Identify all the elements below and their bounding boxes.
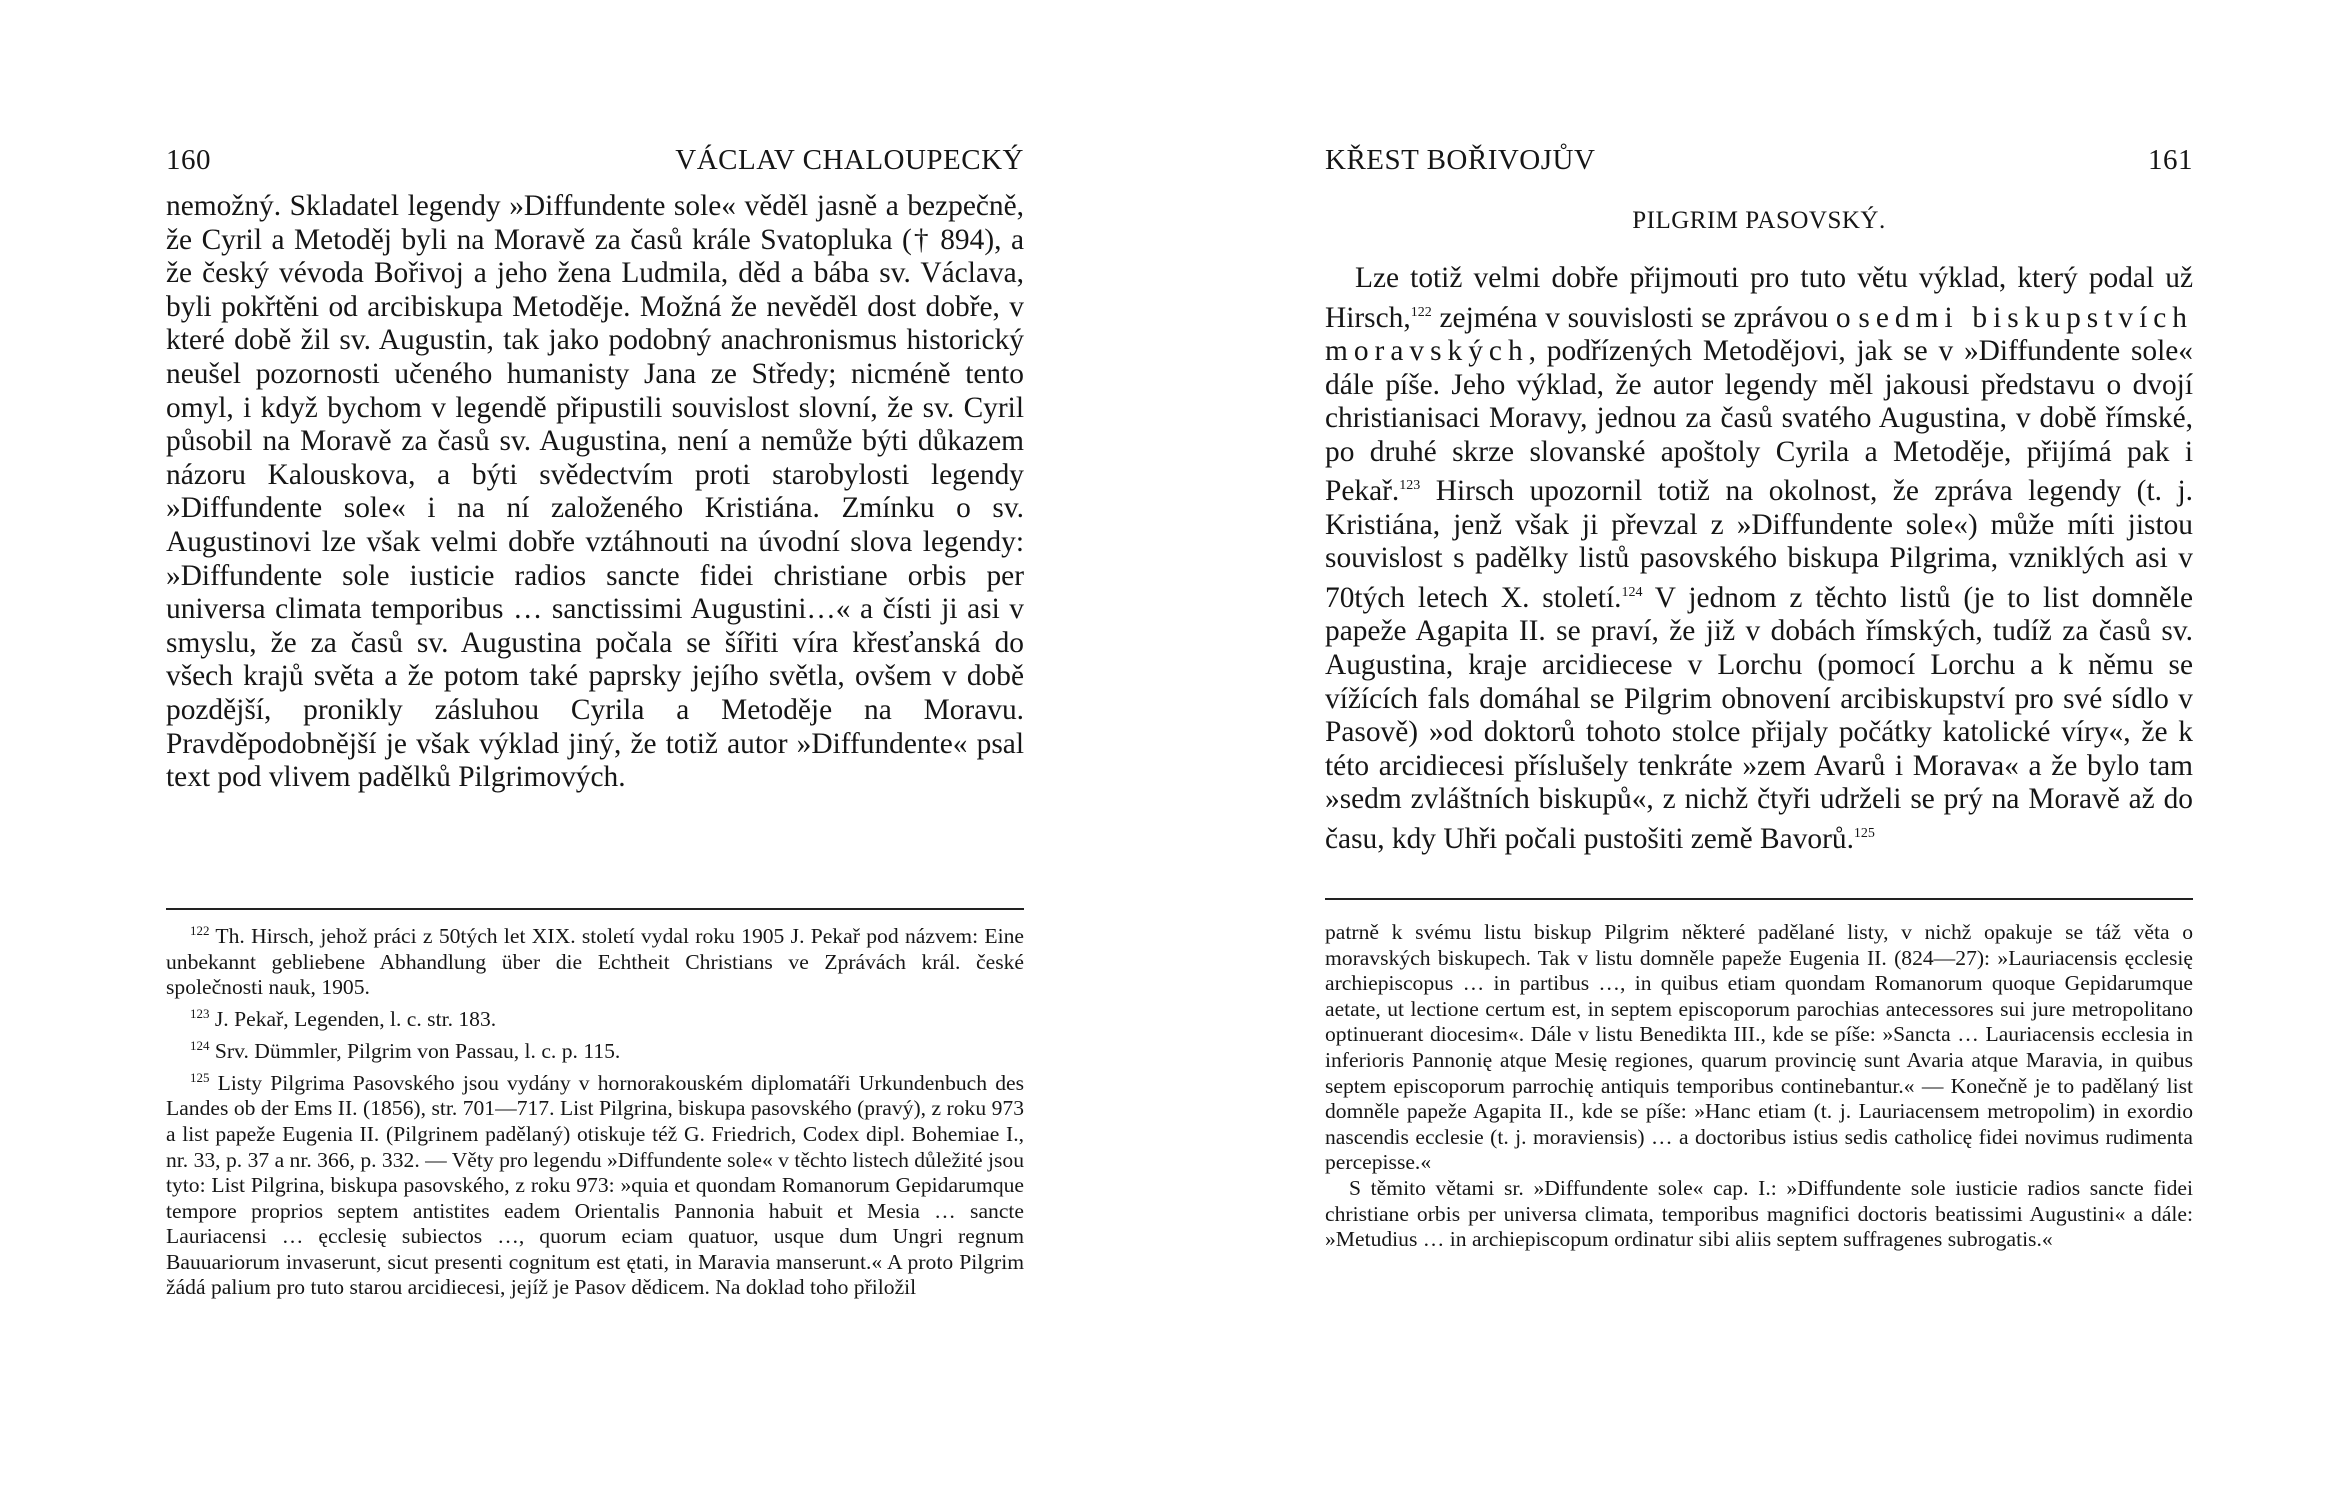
footnote bbox=[166, 918, 1024, 1001]
footnote bbox=[166, 1001, 1024, 1033]
footnote-text: Srv. Dümmler, Pilgrim von Passau, l. c. p. 115. bbox=[214, 1038, 621, 1063]
running-head: VÁCLAV CHALOUPECKÝ bbox=[675, 144, 1024, 176]
footnote-ref: 123 bbox=[1399, 478, 1421, 494]
footnote-text: Th. Hirsch, jehož práci z 50tých let XIX. století vydal roku 1905 J. Pekař pod názvem: Eine unbekannt gebliebene Abhandlung über die Echtheit Christians ve Zprávách král. české společnosti nauk, 1905. bbox=[166, 924, 1024, 1000]
footnote-ref: 124 bbox=[1621, 584, 1643, 600]
footnote-mark: 124 bbox=[190, 1037, 210, 1053]
footnote-mark: 125 bbox=[190, 1069, 210, 1085]
footnote-rule bbox=[166, 908, 1024, 910]
running-head: KŘEST BOŘIVOJŮV bbox=[1325, 144, 1596, 176]
left-page-header bbox=[166, 140, 1024, 180]
text-run: V jednom z těchto listů (je to list domněle papeže Agapita II. se praví, že již v dobách římských, tudíž za časů sv. Augustina, kraje arcidiecese v Lorchu (pomocí Lorchu a k němu se vížících fals domáhal se Pilgrim obnovení arcibiskupství pro své sídlo v Pasově) »od doktorů tohoto stolce přijaly počátky katolické víry«, že k této arcidiecesi příslušely tenkráte »zem Avarů i Morava« a že bylo tam »sedm zvláštních biskupů«, z nichž čtyři udrželi se prý na Moravě až do času, kdy Uhři počali pustošiti země Bavorů. bbox=[1325, 581, 2193, 855]
footnote bbox=[166, 1065, 1024, 1302]
footnote-continuation: patrně k svému listu biskup Pilgrim některé padělané listy, v nichž opakuje se táž věta o moravských biskupech. Tak v listu domněle papeže Eugenia II. (824—27): »Lauriacensis ęcclesię archiepiscopus … in partibus …, in quibus etiam quondam Romanorum quoque Gepidarumque aetate, ut lectione certum est, in septem episcoporum parochias antecessores sui jure metropolitano optinuerant diocesim«. Dále v listu Benedikta III., kde se píše: »Sancta … Lauriacensis ecclesia in inferioris Pannonię atque Mesię regiones, quarum provincię sunt Avaria atque Maravia, in quibus septem episcoporum parrochię antiquis temporibus continebantur.« — Konečně je to padělaný list domněle papeže Agapita II., kde se píše: »Hanc etiam (t. j. Lauriacensem metropolim) in exordio nascendis ecclesie (t. j. moraviensis) … a doctoribus istius sedis catholicę fidei novimus rudimenta percepisse.« bbox=[1325, 920, 2193, 1175]
footnote-ref: 125 bbox=[1853, 825, 1875, 841]
footnote-mark: 123 bbox=[190, 1005, 210, 1021]
text-run: zejména v souvislosti se zprávou o bbox=[1431, 301, 1859, 334]
right-body-text bbox=[1325, 262, 2193, 856]
right-page-header bbox=[1325, 140, 2193, 180]
paragraph: nemožný. Skladatel legendy »Diffundente sole« věděl jasně a bezpečně, že Cyril a Metoděj byli na Moravě za časů krále Svatopluka († 894), a že český vévoda Bořivoj a jeho žena Ludmila, děd a bába sv. Václava, byli pokřtěni od arcibiskupa Metoděje. Možná že nevěděl dost dobře, v které době žil sv. Augustin, tak jako podobný anachronismus historický neušel pozornosti učeného humanisty Jana ze Středy; nicméně tento omyl, i když bychom v legendě připustili souvislost slovní, že sv. Cyril působil na Moravě za časů sv. Augustina, není a nemůže býti důkazem názoru Kalouskova, a býti svědectvím proti starobylosti legendy »Diffundente sole« i na ní založeného Kristiána. Zmínku o sv. Augustinovi lze však velmi dobře vztáhnouti na úvodní slova legendy: »Diffundente sole iusticie radios sancte fidei christiane orbis per universa climata temporibus … sanctissimi Augustini…« a čísti ji asi v smyslu, že za časů sv. Augustina počala se šířiti víra křesťanská do všech krajů světa a že potom také paprsky jejího světla, ovšem v době pozdější, pronikly zásluhou Cyrila a Metoděje na Moravu. Pravděpodobnější je však výklad jiný, že totiž autor »Diffundente« psal text pod vlivem padělků Pilgrimových. bbox=[166, 190, 1024, 794]
footnote-text: J. Pekař, Legenden, l. c. str. 183. bbox=[214, 1007, 497, 1032]
footnote-rule bbox=[1325, 898, 2193, 900]
footnote-ref: 122 bbox=[1410, 304, 1432, 320]
footnote-mark: 122 bbox=[190, 923, 210, 938]
paragraph bbox=[1325, 262, 2193, 856]
footnote-continuation: S těmito větami sr. »Diffundente sole« cap. I.: »Diffundente sole iusticie radios sancte fidei christiane orbis per universa climata, temporibus magnifici doctoris beatissimi Augustini« a dále: »Metudius … in archiepiscopum ordinatur sibi aliis septem suffragenes subrogatis.« bbox=[1325, 1175, 2193, 1252]
left-footnotes bbox=[166, 918, 1024, 1301]
left-body-text bbox=[166, 190, 1024, 795]
spaced-emphasis: sedmi biskupstvích moravských bbox=[1325, 301, 2193, 367]
page-number: 160 bbox=[166, 144, 211, 176]
text-run: Lze totiž velmi dobře přijmouti pro tuto větu výklad, který podal už Hirsch, bbox=[1325, 262, 2193, 334]
page-number: 161 bbox=[2148, 144, 2193, 176]
right-footnotes bbox=[1325, 920, 2193, 1253]
section-title: PILGRIM PASOVSKÝ. bbox=[1632, 207, 1886, 234]
footnote bbox=[166, 1033, 1024, 1065]
text-run: Hirsch upozornil totiž na okolnost, že zpráva legendy (t. j. Kristiána, jenž však ji převzal z »Diffundente sole«) může míti jistou souvislost s padělky listů pasovského biskupa Pilgrima, vzniklých asi v 70tých letech X. století. bbox=[1325, 475, 2193, 614]
text-run: , podřízených Metodějovi, jak se v »Diffundente sole« dále píše. Jeho výklad, že autor legendy měl jakousi představu o dvojí christianisaci Moravy, jednou za časů svatého Augustina, v době římské, po druhé skrze slovanské apoštoly Cyrila a Metoděje, přijímá pak i Pekař. bbox=[1325, 334, 2193, 508]
footnote-text: Listy Pilgrima Pasovského jsou vydány v hornorakouském diplomatáři Urkundenbuch des Landes ob der Ems II. (1856), str. 701—717. List Pilgrina, biskupa pasovského (pravý), z roku 973 a list papeže Eugenia II. (Pilgrinem padělaný) otiskuje též G. Friedrich, Codex dipl. Bohemiae I., nr. 33, p. 37 a nr. 366, p. 332. — Věty pro legendu »Diffundente sole« v těchto listech důležité jsou tyto: List Pilgrina, biskupa pasovského, z roku 973: »quia et quondam Romanorum Gepidarumque tempore proprios septem antistites eadem Orientalis Pannonia habuit et Mesia … sancte Lauriacensi … ęcclesię subiectos …, quorum eciam quatuor, usque dum Ungri regnum Bauuariorum invaserunt, sicut presenti cognitum est ętati, in Maravia manserunt.« A proto Pilgrim žádá palium pro tuto starou arcidiecesi, jejíž je Pasov dědicem. Na doklad toho přiložil bbox=[166, 1070, 1025, 1300]
right-page bbox=[1170, 0, 2340, 1500]
